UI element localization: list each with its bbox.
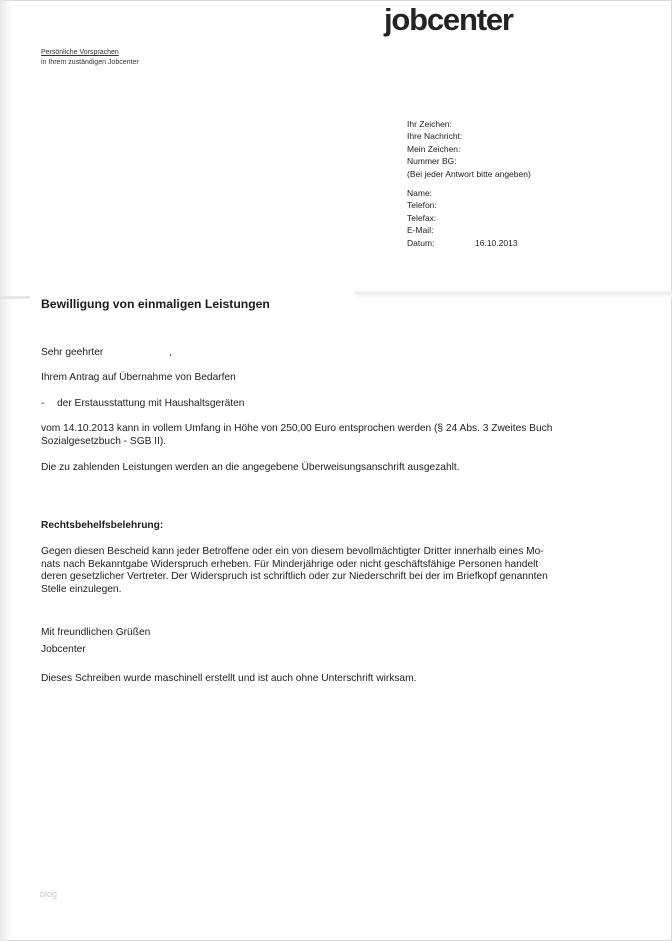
signature: Jobcenter bbox=[41, 644, 86, 655]
sender-line-2: in Ihrem zuständigen Jobcenter bbox=[41, 59, 139, 66]
fold-mark bbox=[355, 289, 672, 299]
salutation-comma: , bbox=[169, 347, 173, 358]
closing: Mit freundlichen Grüßen bbox=[41, 627, 151, 638]
rechtsbehelf-line-1: Gegen diesen Bescheid kann jeder Betroffene oder ein von diesem bevollmächtigter Dritter innerhalb eines Mo- bbox=[41, 546, 544, 557]
ref-datum-label: Datum: bbox=[407, 237, 435, 248]
list-item-text: der Erstausstattung mit Haushaltsgeräten bbox=[57, 398, 245, 409]
salutation bbox=[41, 347, 172, 360]
ref-mein-zeichen: Mein Zeichen: bbox=[407, 143, 461, 154]
scan-shadow bbox=[0, 0, 12, 941]
reference-block bbox=[407, 118, 531, 249]
paragraph-bewilligung bbox=[41, 423, 552, 448]
ref-ihre-nachricht: Ihre Nachricht: bbox=[407, 131, 463, 142]
ref-telefon: Telefon: bbox=[407, 200, 437, 211]
ref-email: E-Mail: bbox=[407, 225, 434, 236]
watermark: blog bbox=[40, 889, 58, 899]
list-dash: - bbox=[41, 398, 45, 409]
rechtsbehelf-heading: Rechtsbehelfsbelehrung: bbox=[41, 520, 164, 531]
ref-hinweis: (Bei jeder Antwort bitte angeben) bbox=[407, 168, 531, 179]
ref-datum-value: 16.10.2013 bbox=[475, 237, 518, 248]
ref-datum-row bbox=[407, 237, 531, 249]
rechtsbehelf-line-2: nats nach Bekanntgabe Widerspruch erheben. Für Minderjährige oder nicht geschäftsfähige Personen handelt bbox=[41, 558, 539, 570]
paragraph-auszahlung: Die zu zahlenden Leistungen werden an die angegebene Überweisungsanschrift ausgezahlt. bbox=[41, 462, 460, 473]
bewilligung-line-2: Sozialgesetzbuch - SGB II). bbox=[41, 435, 167, 447]
fold-mark-left bbox=[0, 296, 30, 299]
rechtsbehelf-line-3: deren gesetzlicher Vertreter. Der Widerspruch ist schriftlich oder zur Niederschrift bei der im Briefkopf genannten bbox=[41, 571, 548, 583]
rechtsbehelf-line-4: Stelle einzulegen. bbox=[41, 584, 122, 596]
ref-nummer-bg: Nummer BG: bbox=[407, 156, 457, 167]
sender-block bbox=[41, 48, 139, 68]
footer-note: Dieses Schreiben wurde maschinell erstellt und ist auch ohne Unterschrift wirksam. bbox=[41, 673, 417, 684]
bewilligung-line-1: vom 14.10.2013 kann in vollem Umfang in Höhe von 250,00 Euro entsprochen werden (§ 24 Abs. 3 Zweites Buch bbox=[41, 423, 553, 434]
ref-ihr-zeichen: Ihr Zeichen: bbox=[407, 119, 452, 129]
salutation-text: Sehr geehrter bbox=[41, 347, 104, 358]
paragraph-antrag: Ihrem Antrag auf Übernahme von Bedarfen bbox=[41, 372, 236, 383]
sender-line-1: Persönliche Vorsprachen bbox=[41, 49, 119, 56]
ref-name: Name: bbox=[407, 188, 433, 199]
rechtsbehelf-paragraph bbox=[41, 546, 548, 597]
ref-telefax: Telefax: bbox=[407, 212, 437, 223]
list-item bbox=[41, 398, 244, 411]
jobcenter-logo: jobcenter bbox=[384, 2, 513, 37]
letter-subject: Bewilligung von einmaligen Leistungen bbox=[41, 297, 270, 311]
